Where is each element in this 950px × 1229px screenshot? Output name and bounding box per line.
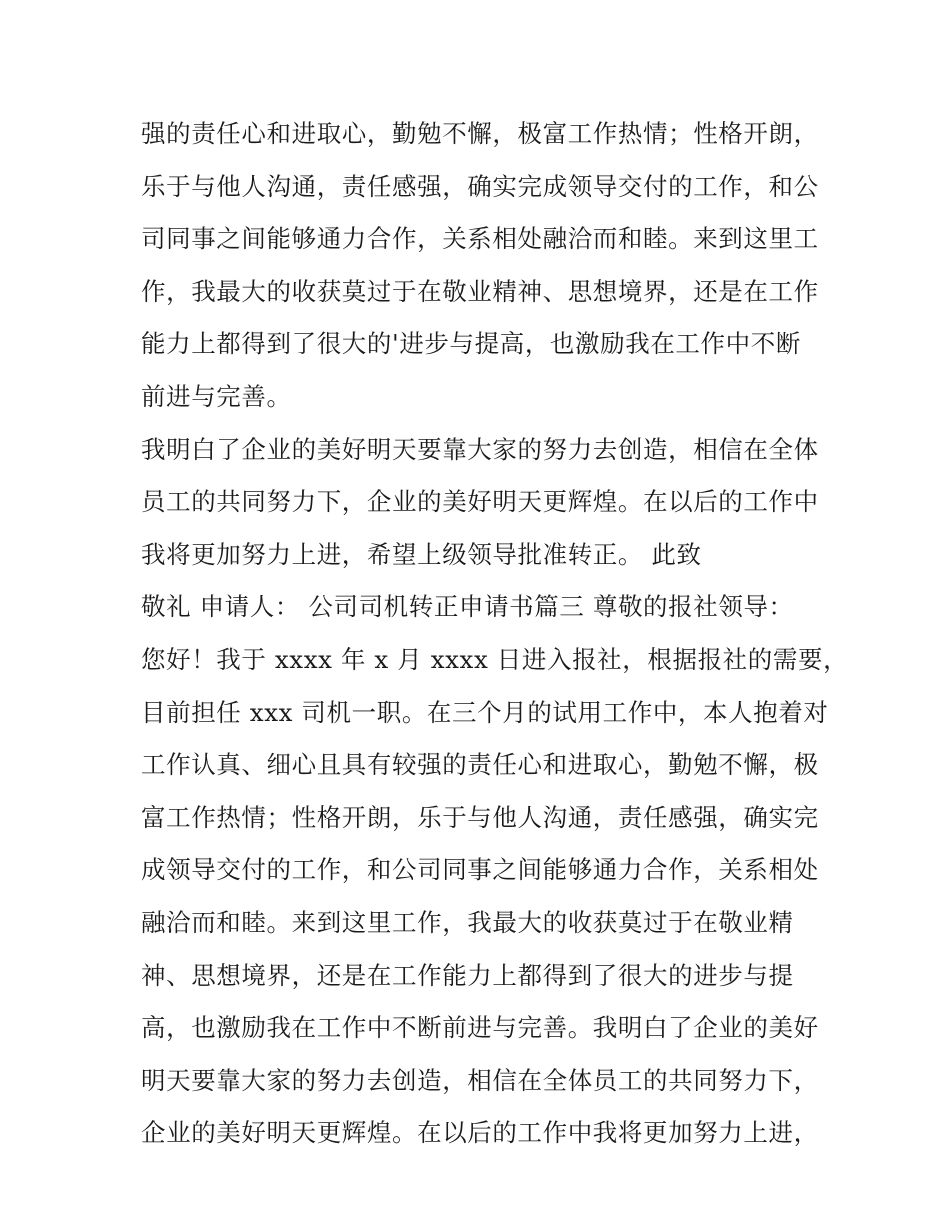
text-line: 作，我最大的收获莫过于在敬业精神、思想境界，还是在工作 [141,276,819,306]
text-line: 敬礼 申请人： 公司司机转正申请书篇三 尊敬的报社领导： [141,592,794,622]
text-line: 我明白了企业的美好明天要靠大家的努力去创造，相信在全体 [141,434,819,464]
text-line: 能力上都得到了很大的'进步与提高，也激励我在工作中不断 [141,329,801,359]
text-line: 乐于与他人沟通，责任感强，确实完成领导交付的工作，和公 [141,171,819,201]
text-line: 员工的共同努力下，企业的美好明天更辉煌。在以后的工作中 [141,487,819,517]
text-line: 前进与完善。 [141,381,292,411]
text-line: 高，也激励我在工作中不断前进与完善。我明白了企业的美好 [141,1013,819,1043]
text-line: 企业的美好明天更辉煌。在以后的工作中我将更加努力上进， [141,1118,819,1148]
text-line: 明天要靠大家的努力去创造，相信在全体员工的共同努力下， [141,1065,819,1095]
text-line: 神、思想境界，还是在工作能力上都得到了很大的进步与提 [141,960,794,990]
text-line: 强的责任心和进取心，勤勉不懈，极富工作热情；性格开朗， [141,119,819,148]
text-line: 富工作热情；性格开朗，乐于与他人沟通，责任感强，确实完 [141,802,819,832]
text-line: 目前担任 xxx 司机一职。在三个月的试用工作中，本人抱着对 [141,697,829,727]
text-line: 融洽而和睦。来到这里工作，我最大的收获莫过于在敬业精 [141,907,794,937]
text-line: 您好！我于 xxxx 年 x 月 xxxx 日进入报社，根据报社的需要， [141,644,849,674]
text-line: 成领导交付的工作，和公司同事之间能够通力合作，关系相处 [141,855,819,885]
text-line: 司同事之间能够通力合作，关系相处融洽而和睦。来到这里工 [141,224,819,254]
body-text [141,108,849,1160]
text-line: 工作认真、细心且具有较强的责任心和进取心，勤勉不懈，极 [141,750,819,780]
text-line: 我将更加努力上进，希望上级领导批准转正。 此致 [141,539,702,569]
